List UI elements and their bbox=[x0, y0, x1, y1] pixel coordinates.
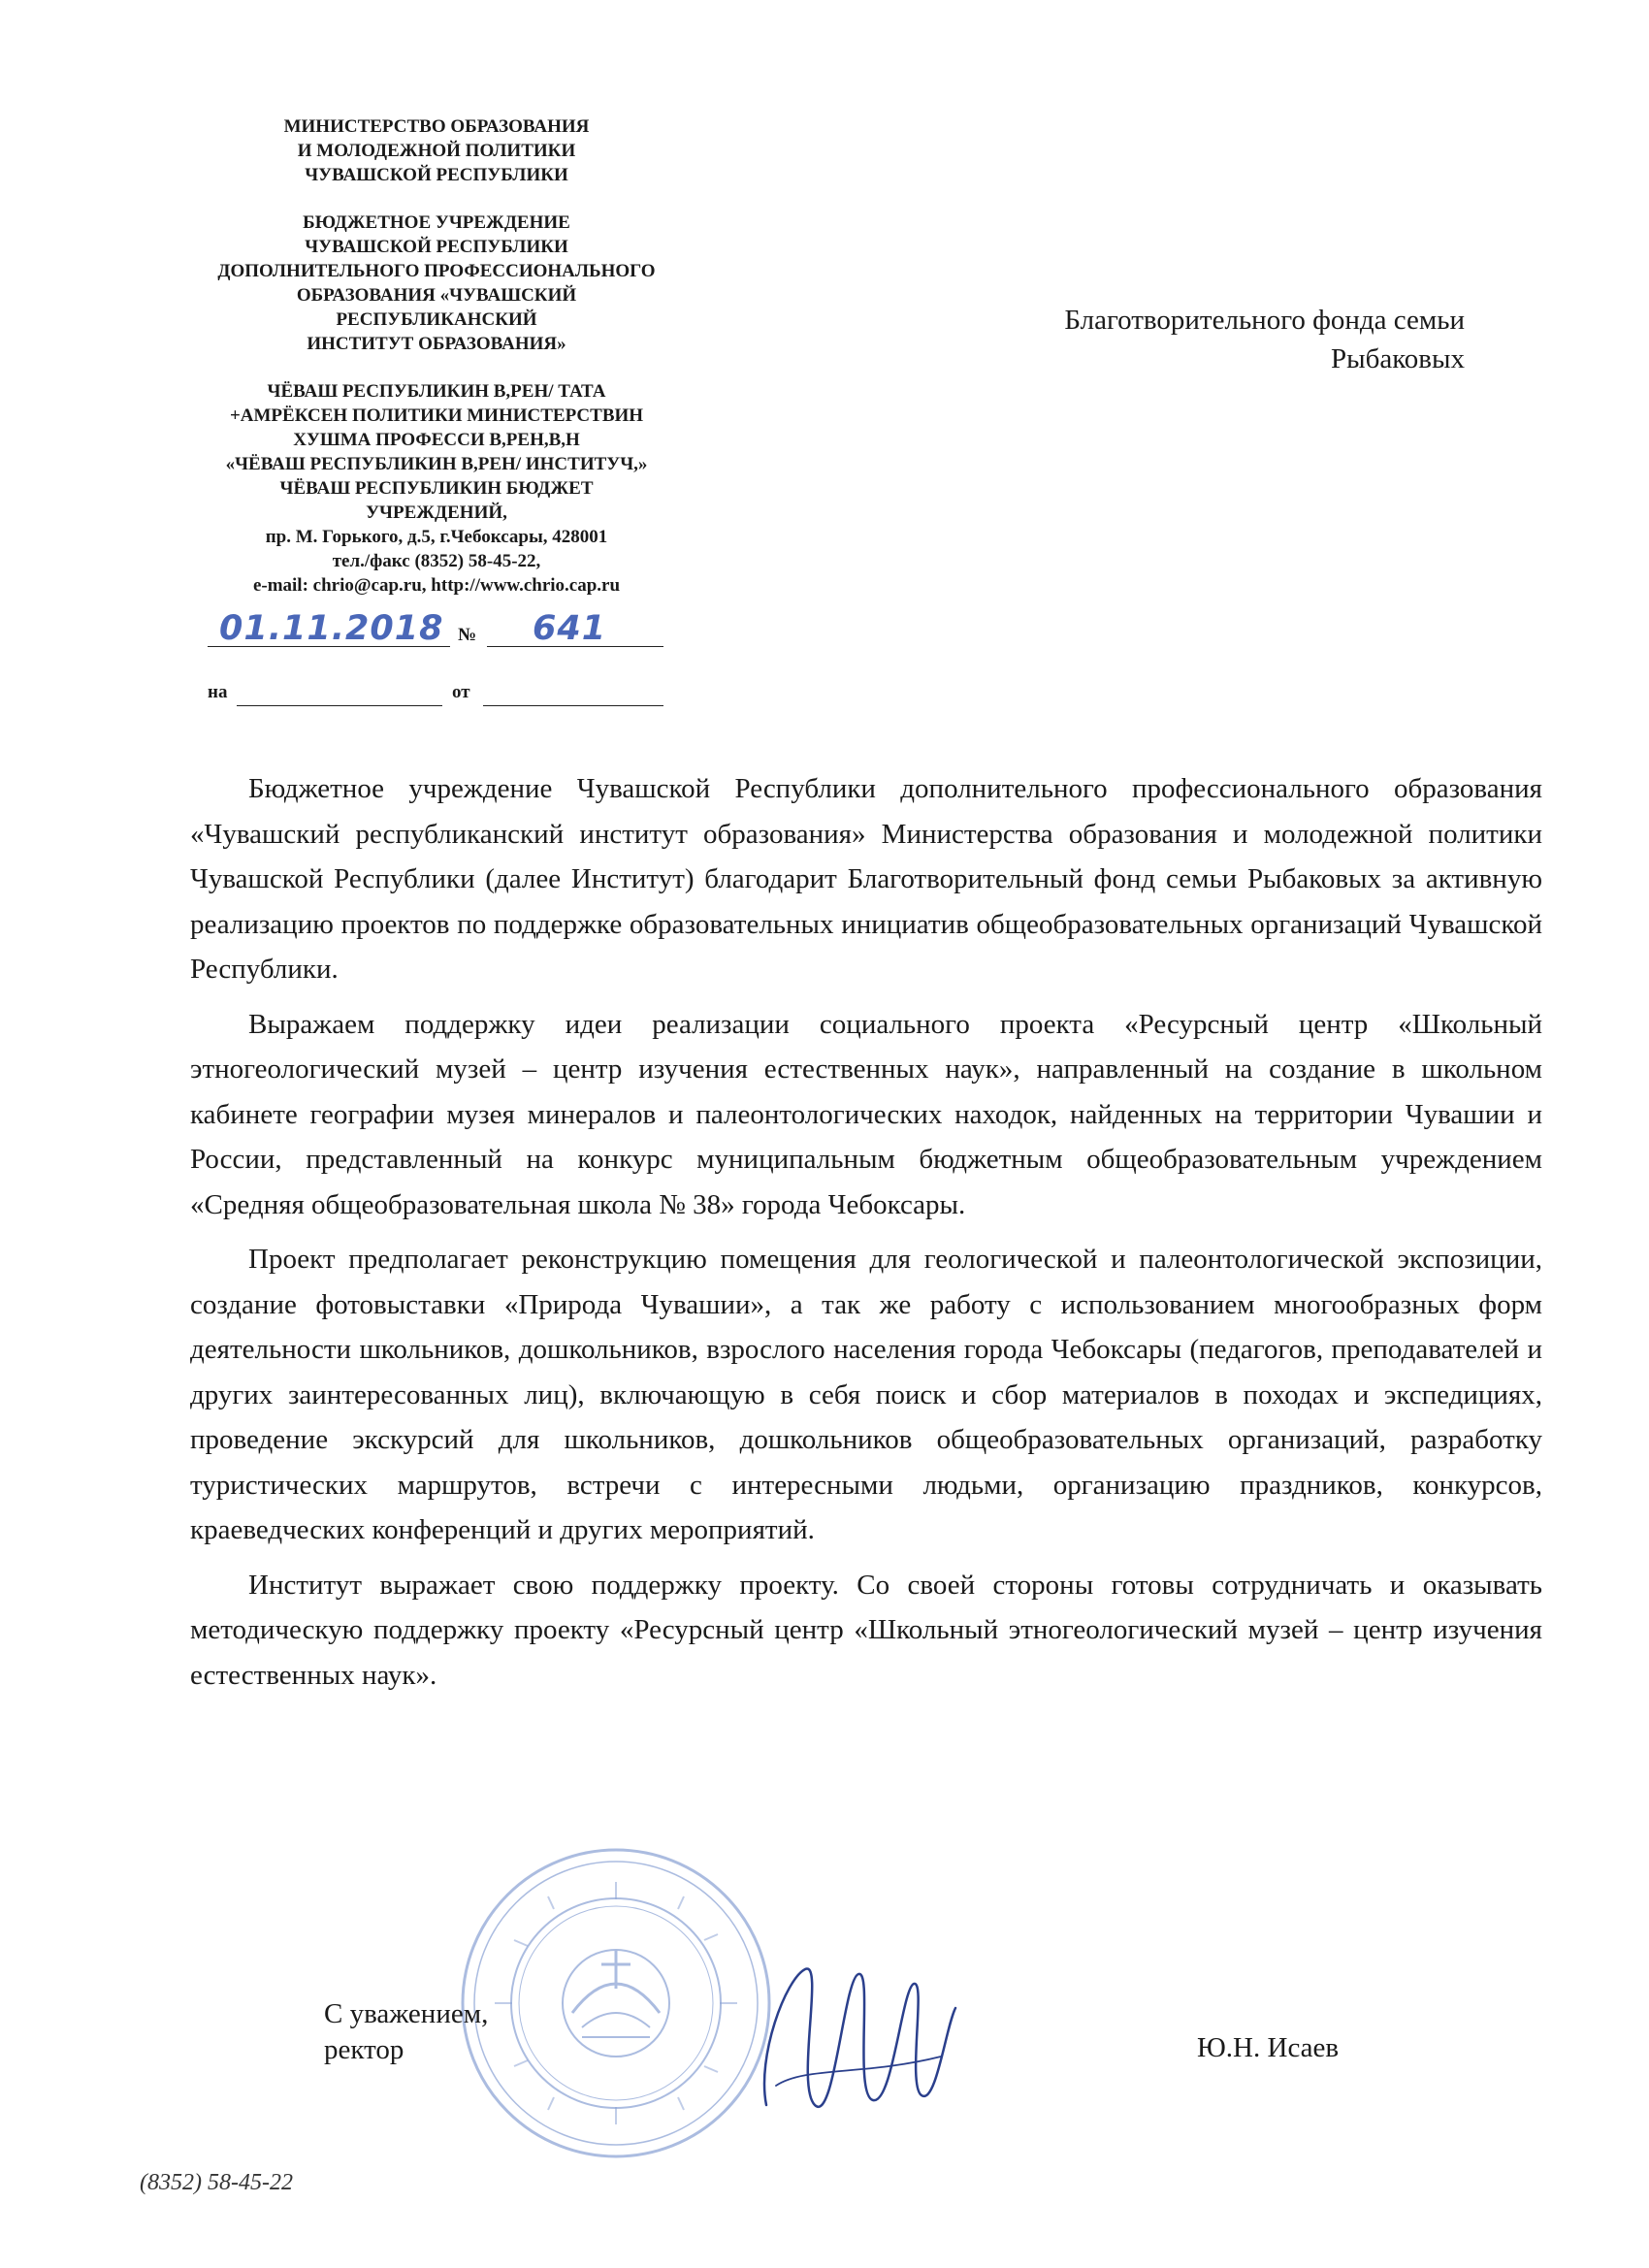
contacts-line: e-mail: chrio@cap.ru, http://www.chrio.cap.ru bbox=[252, 575, 621, 596]
letterhead-line: УЧРЕЖДЕНИЙ, bbox=[366, 502, 507, 523]
on-label: на bbox=[208, 682, 228, 702]
handwritten-signature bbox=[747, 1940, 970, 2134]
closing-block bbox=[324, 1996, 488, 2068]
from-label: от bbox=[452, 682, 470, 702]
letter-body bbox=[190, 766, 1542, 1707]
letterhead-line: ИНСТИТУТ ОБРАЗОВАНИЯ» bbox=[307, 334, 566, 354]
letterhead-line: И МОЛОДЕЖНОЙ ПОЛИТИКИ bbox=[297, 141, 576, 161]
address-line: пр. М. Горького, д.5, г.Чебоксары, 428001 bbox=[265, 527, 608, 547]
letterhead-line: ХУШМА ПРОФЕССИ В,РЕН,В,Н bbox=[293, 430, 580, 450]
handwritten-date: 01.11.2018 bbox=[219, 609, 444, 648]
phone-line: тел./факс (8352) 58-45-22, bbox=[332, 551, 541, 571]
regards-text: С уважением, bbox=[324, 1998, 489, 2029]
letterhead-line: ЧУВАШСКОЙ РЕСПУБЛИКИ bbox=[305, 237, 568, 257]
letterhead-line: ДОПОЛНИТЕЛЬНОГО ПРОФЕССИОНАЛЬНОГО bbox=[217, 261, 656, 281]
letterhead-line: «ЧЁВАШ РЕСПУБЛИКИН В,РЕН/ ИНСТИТУЧ,» bbox=[225, 454, 648, 474]
paragraph: Проект предполагает реконструкцию помещения для геологической и палеонтологической экспозиции, создание фотовыставки «Природа Чувашии», а так же работу с использованием многообразных форм деятельности школьников, дошкольников, взрослого населения города Чебоксары (педагогов, преподавателей и других заинтересованных лиц), включающую в себя поиск и сбор материалов в походах и экспедициях, проведение экскурсий для школьников, дошкольников общеобразовательных организаций, разработку туристических маршрутов, встречи с интересными людьми, организацию праздников, конкурсов, краеведческих конференций и других мероприятий. bbox=[190, 1244, 1542, 1545]
number-sign: № bbox=[458, 625, 477, 645]
letterhead-line: +АМРЁКСЕН ПОЛИТИКИ МИНИСТЕРСТВИН bbox=[229, 405, 644, 426]
signer-name: Ю.Н. Исаев bbox=[1197, 2032, 1340, 2063]
paragraph: Бюджетное учреждение Чувашской Республики дополнительного профессионального образования «Чувашский республиканский институт образования» Министерства образования и молодежной политики Чувашской Республики (далее Институт) благодарит Благотворительный фонд семьи Рыбаковых за активную реализацию проектов по поддержке образовательных инициатив общеобразовательных организаций Чувашской Республики. bbox=[190, 773, 1542, 985]
letterhead-line: ЧЁВАШ РЕСПУБЛИКИН БЮДЖЕТ bbox=[279, 478, 594, 499]
official-stamp bbox=[456, 1843, 776, 2163]
addressee-line: Рыбаковых bbox=[1330, 343, 1465, 374]
handwritten-number: 641 bbox=[533, 609, 607, 648]
institution-name bbox=[146, 211, 728, 356]
from-blank bbox=[483, 682, 663, 706]
letterhead-line: ЧЁВАШ РЕСПУБЛИКИН В,РЕН/ ТАТА bbox=[267, 381, 606, 402]
letterhead-line: ЧУВАШСКОЙ РЕСПУБЛИКИ bbox=[305, 165, 568, 185]
footer-phone: (8352) 58-45-22 bbox=[140, 2170, 293, 2195]
letterhead-line: ОБРАЗОВАНИЯ «ЧУВАШСКИЙ bbox=[296, 285, 577, 306]
addressee-line: Благотворительного фонда семьи bbox=[1064, 305, 1465, 336]
letterhead bbox=[146, 114, 728, 621]
letterhead-line: МИНИСТЕРСТВО ОБРАЗОВАНИЯ bbox=[283, 116, 590, 137]
signer-position: ректор bbox=[324, 2034, 404, 2065]
letterhead-line: РЕСПУБЛИКАНСКИЙ bbox=[336, 309, 537, 330]
institution-name-chuvash bbox=[146, 379, 728, 598]
paragraph: Институт выражает свою поддержку проекту. Со своей стороны готовы сотрудничать и оказывать методическую поддержку проекту «Ресурсный центр «Школьный этногеологический музей – центр изучения естественных наук». bbox=[190, 1569, 1542, 1691]
letterhead-line: БЮДЖЕТНОЕ УЧРЕЖДЕНИЕ bbox=[303, 212, 570, 233]
paragraph: Выражаем поддержку идеи реализации социального проекта «Ресурсный центр «Школьный этногеологический музей – центр изучения естественных наук», направленный на создание в школьном кабинете географии музея минералов и палеонтологических находок, найденных на территории Чувашии и России, представленный на конкурс муниципальным бюджетным общеобразовательным учреждением «Средняя общеобразовательная школа № 38» города Чебоксары. bbox=[190, 1008, 1542, 1220]
ministry-name bbox=[146, 114, 728, 187]
on-blank bbox=[237, 682, 442, 706]
addressee bbox=[960, 301, 1465, 378]
